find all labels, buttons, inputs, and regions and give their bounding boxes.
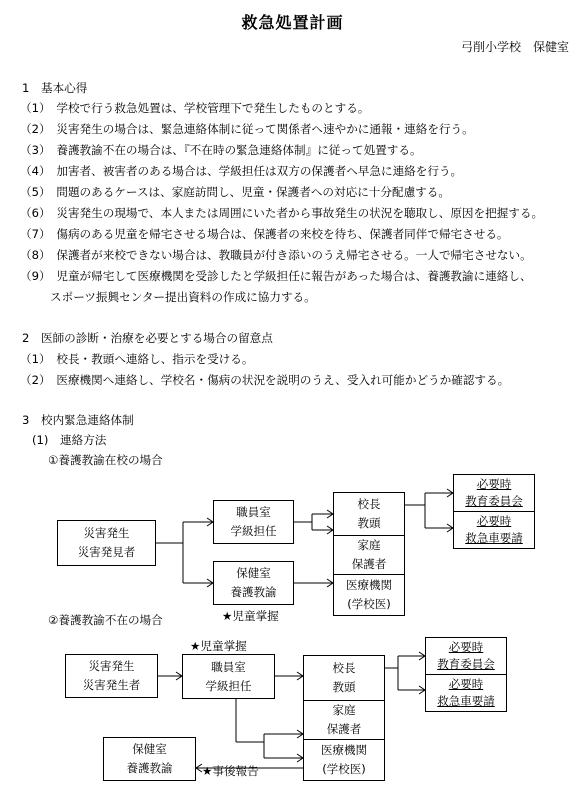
case2-nurse-box xyxy=(103,737,196,781)
box-line: 救急車要請 xyxy=(437,694,495,708)
case2-report-note: ★事後報告 xyxy=(202,764,259,778)
box-line: 校長 xyxy=(357,497,381,511)
box-line: 教頭 xyxy=(332,680,356,694)
case1-ambulance-box xyxy=(453,511,535,549)
box-line: 家庭 xyxy=(357,538,381,552)
box-line: 保護者 xyxy=(351,557,387,571)
box-line: 災害発生 xyxy=(88,659,135,673)
section1-item: （3） 養護教諭不在の場合は、『不在時の緊急連絡体制』に従って処置する。 xyxy=(20,143,422,157)
case2-family-box xyxy=(303,700,385,740)
section1-item: （7） 傷病のある児童を帰宅させる場合は、保護者の来校を待ち、保護者同伴で帰宅させる。 xyxy=(20,227,509,241)
box-line: 学級担任 xyxy=(230,524,277,538)
school-name: 弓削小学校 保健室 xyxy=(460,40,569,54)
case1-disaster-box xyxy=(57,520,156,566)
box-line: 必要時 xyxy=(448,677,484,691)
section3-heading: 3 校内緊急連絡体制 xyxy=(22,413,134,427)
case2-disaster-box xyxy=(65,654,158,698)
box-line: 教育委員会 xyxy=(465,494,523,508)
box-line: 必要時 xyxy=(448,640,484,654)
box-line: 救急車要請 xyxy=(465,531,523,545)
box-line: 職員室 xyxy=(211,659,246,674)
section1-item: （4） 加害者、被害者のある場合は、学級担任は双方の保護者へ早急に連絡を行う。 xyxy=(20,164,463,178)
box-line: 家庭 xyxy=(332,703,356,717)
box-line: 必要時 xyxy=(476,477,512,491)
case1-principal-box xyxy=(333,492,405,536)
section1-item: （9） 児童が帰宅して医療機関を受診したと学級担任に報告があった場合は、養護教諭に連絡し、 xyxy=(20,269,532,283)
section2-item: （2） 医療機関へ連絡し、学校名・傷病の状況を説明のうえ、受入れ可能かどうか確認する。 xyxy=(20,373,510,387)
box-line: 学級担任 xyxy=(205,678,252,693)
case2-staffroom-box xyxy=(182,654,275,699)
box-line: 教頭 xyxy=(357,516,381,530)
box-line: 災害発生者 xyxy=(82,678,141,692)
section2-heading: 2 医師の診断・治療を必要とする場合の留意点 xyxy=(22,331,273,345)
box-line: 保健室 xyxy=(132,742,167,756)
case1-family-box xyxy=(333,535,405,575)
box-line: 保護者 xyxy=(326,722,362,736)
case2-ambulance-box xyxy=(425,674,507,712)
box-line: 医療機関 xyxy=(321,743,367,757)
box-line: 教育委員会 xyxy=(437,657,495,671)
case1-nurse-box xyxy=(213,561,294,605)
section1-heading: 1 基本心得 xyxy=(22,81,88,95)
box-line: (学校医) xyxy=(322,762,366,776)
case1-medical-box xyxy=(333,574,405,616)
section1-item: （2） 災害発生の場合は、緊急連絡体制に従って関係者へ速やかに通報・連絡を行う。 xyxy=(20,122,474,136)
box-line: 養護教諭 xyxy=(126,761,173,775)
page-title: 救急処置計画 xyxy=(241,13,344,32)
case1-staffroom-box xyxy=(213,500,294,544)
case1-board-box xyxy=(453,474,535,512)
section1-item: （8） 保護者が来校できない場合は、教職員が付き添いのうえ帰宅させる。一人で帰宅させない。 xyxy=(20,248,532,262)
section1-item: （1） 学校で行う救急処置は、学校管理下で発生したものとする。 xyxy=(20,101,370,115)
section1-item: （5） 問題のあるケースは、家庭訪問し、児童・保護者への対応に十分配慮する。 xyxy=(20,185,450,199)
section1-item-continuation: スポーツ振興センター提出資料の作成に協力する。 xyxy=(50,290,316,304)
case1-label: ①養護教諭在校の場合 xyxy=(48,453,163,467)
box-line: 災害発生 xyxy=(83,526,130,540)
box-line: 養護教諭 xyxy=(230,585,277,599)
box-line: 校長 xyxy=(332,661,356,675)
case2-staff-note: ★児童掌握 xyxy=(190,639,247,653)
box-line: 必要時 xyxy=(476,514,512,528)
case1-nurse-note: ★児童掌握 xyxy=(222,609,279,623)
case2-board-box xyxy=(425,637,507,675)
box-line: 保健室 xyxy=(236,566,271,580)
box-line: 職員室 xyxy=(236,505,271,519)
section3-subheading: (1) 連絡方法 xyxy=(32,433,107,447)
section2-item: （1） 校長・教頭へ連絡し、指示を受ける。 xyxy=(20,352,254,366)
box-line: 医療機関 xyxy=(346,578,392,592)
case2-principal-box xyxy=(303,655,385,701)
box-line: (学校医) xyxy=(347,597,391,611)
case2-label: ②養護教諭不在の場合 xyxy=(48,613,163,627)
case2-medical-box xyxy=(303,739,385,781)
box-line: 災害発見者 xyxy=(77,545,136,559)
section1-item: （6） 災害発生の現場で、本人または周囲にいた者から事故発生の状況を聴取し、原因を把握する。 xyxy=(20,206,544,220)
